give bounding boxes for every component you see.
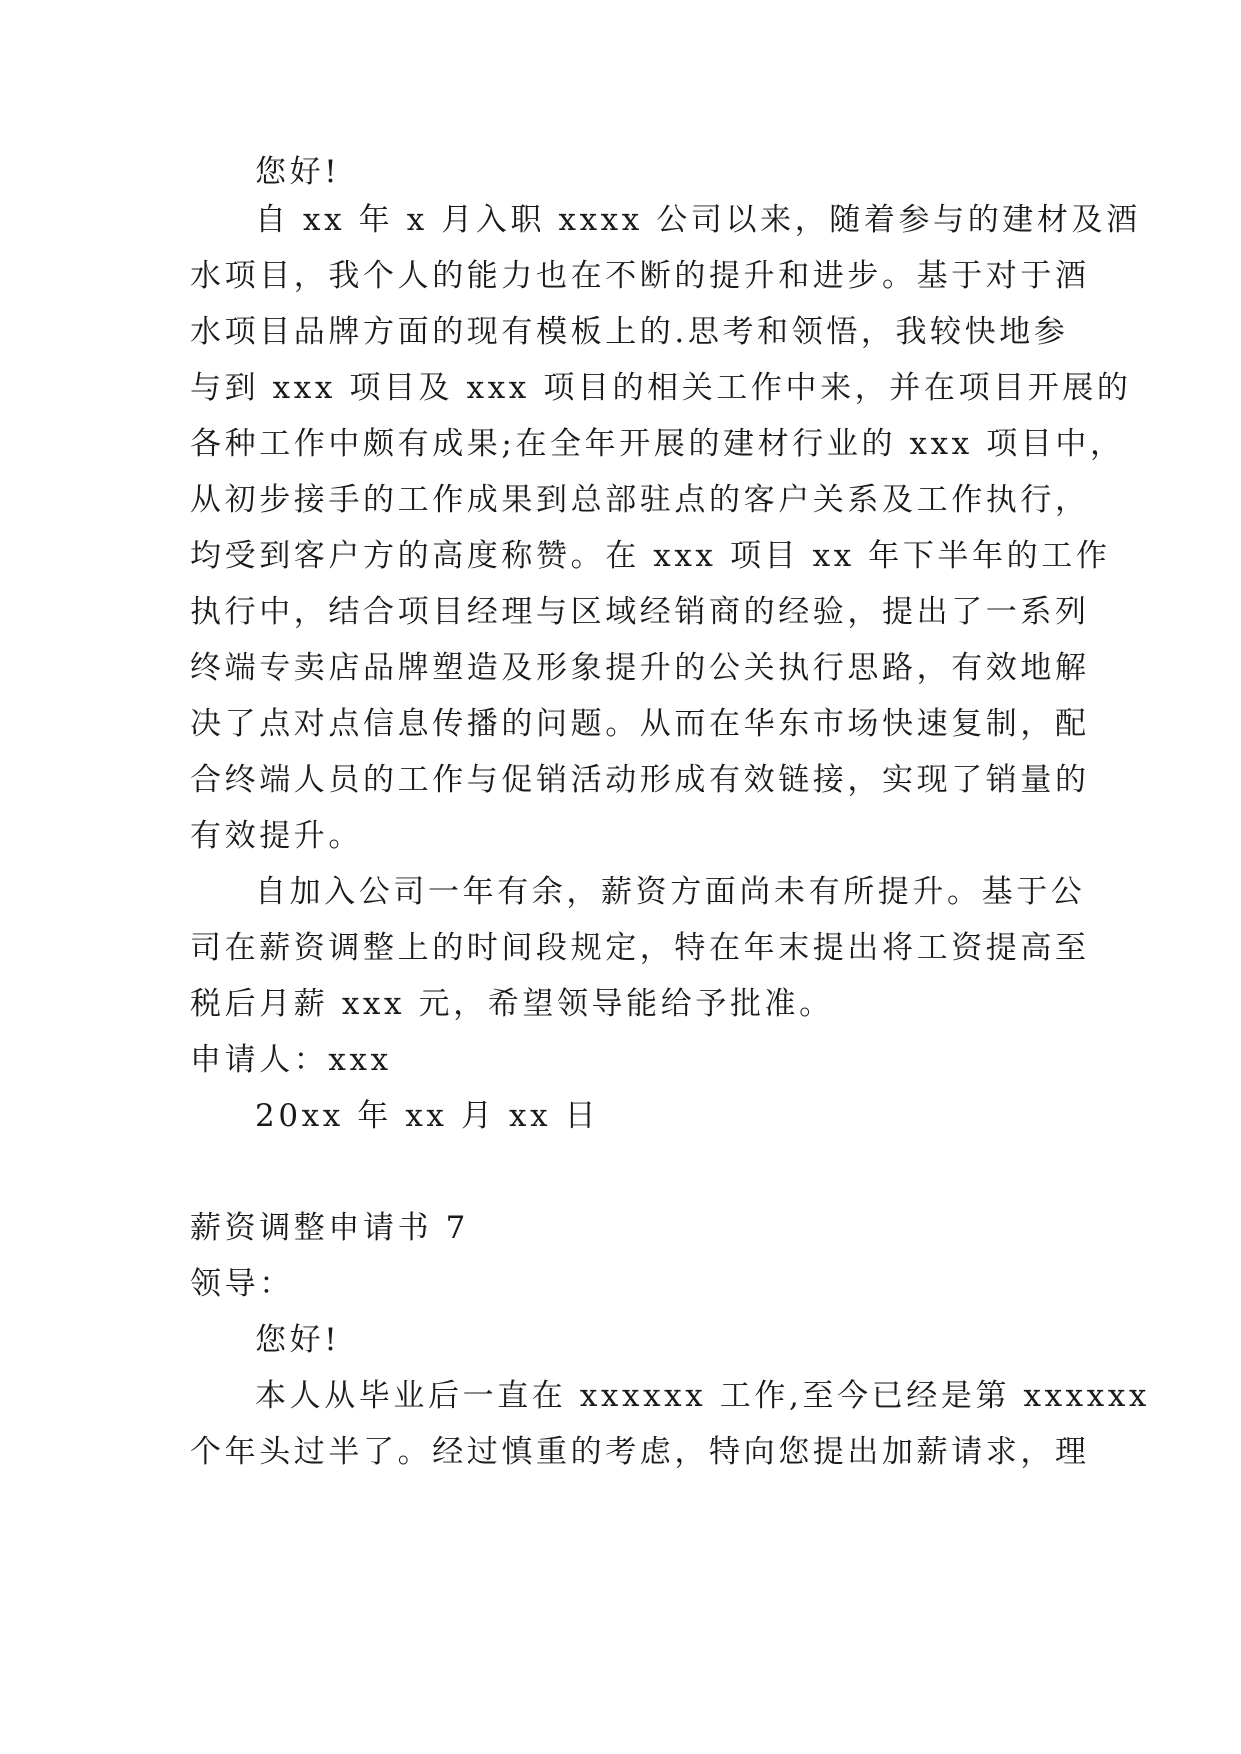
paragraph-line: 水项目品牌方面的现有模板上的.思考和领悟，我较快地参 (190, 314, 1069, 350)
paragraph-line: 有效提升。 (190, 818, 363, 854)
paragraph-line: 终端专卖店品牌塑造及形象提升的公关执行思路，有效地解 (190, 650, 1090, 686)
paragraph-line: 合终端人员的工作与促销活动形成有效链接，实现了销量的 (190, 762, 1090, 798)
paragraph-line: 决了点对点信息传播的问题。从而在华东市场快速复制，配 (190, 706, 1090, 742)
salutation: 领导： (190, 1266, 294, 1302)
paragraph-line: 司在薪资调整上的时间段规定，特在年末提出将工资提高至 (190, 930, 1090, 966)
paragraph-line: 自加入公司一年有余，薪资方面尚未有所提升。基于公 (255, 874, 1086, 910)
paragraph-line: 各种工作中颇有成果;在全年开展的建材行业的 xxx 项目中， (190, 426, 1125, 462)
section-title: 薪资调整申请书 7 (190, 1210, 469, 1246)
paragraph-line: 本人从毕业后一直在 xxxxxx 工作,至今已经是第 xxxxxx (255, 1378, 1151, 1414)
paragraph-line: 执行中，结合项目经理与区域经销商的经验，提出了一系列 (190, 594, 1090, 630)
date-line: 20xx 年 xx 月 xx 日 (255, 1098, 600, 1134)
paragraph-line: 自 xx 年 x 月入职 xxxx 公司以来，随着参与的建材及酒 (255, 202, 1141, 238)
paragraph-line: 水项目，我个人的能力也在不断的提升和进步。基于对于酒 (190, 258, 1090, 294)
greeting: 您好! (255, 1322, 341, 1358)
paragraph-line: 从初步接手的工作成果到总部驻点的客户关系及工作执行， (190, 482, 1090, 518)
greeting: 您好! (255, 154, 341, 190)
paragraph-line: 均受到客户方的高度称赞。在 xxx 项目 xx 年下半年的工作 (190, 538, 1111, 574)
paragraph-line: 税后月薪 xxx 元，希望领导能给予批准。 (190, 986, 834, 1022)
applicant-line: 申请人：xxx (190, 1042, 392, 1078)
paragraph-line: 与到 xxx 项目及 xxx 项目的相关工作中来，并在项目开展的 (190, 370, 1132, 406)
paragraph-line: 个年头过半了。经过慎重的考虑，特向您提出加薪请求，理 (190, 1434, 1090, 1470)
